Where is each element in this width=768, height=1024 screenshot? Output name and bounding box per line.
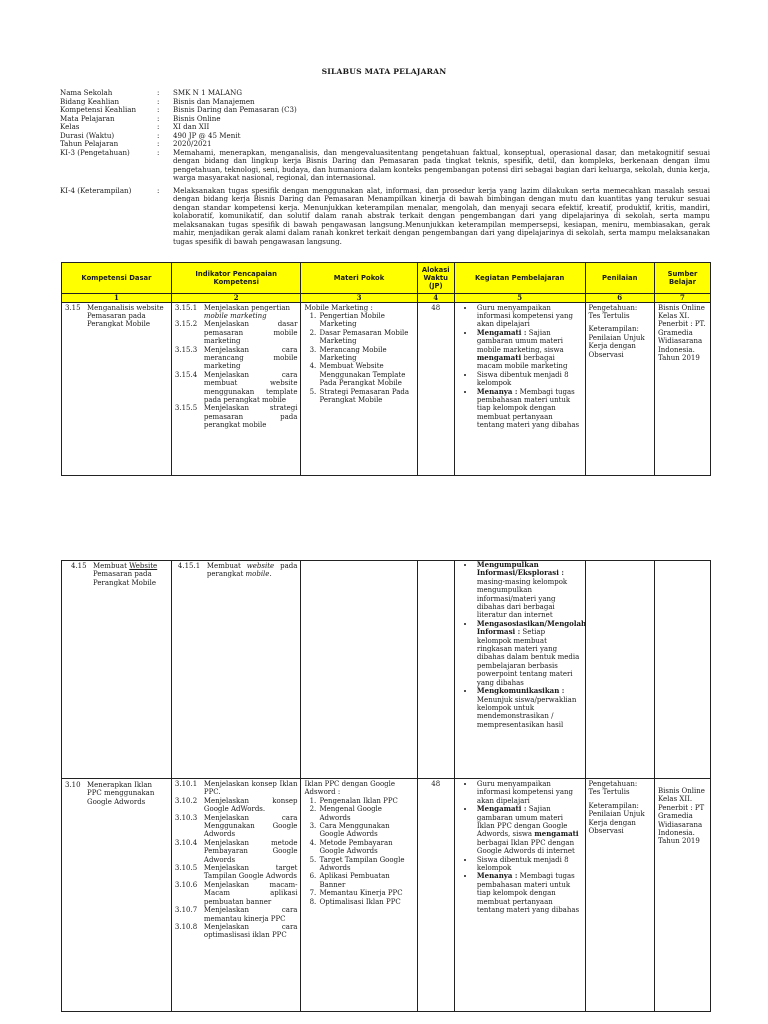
kd-text: Membuat xyxy=(93,562,130,570)
kegiatan-list xyxy=(458,560,587,729)
info-value: Bisnis Daring dan Pemasaran (C3) xyxy=(173,105,297,114)
info-row-ki3 xyxy=(60,149,710,183)
kegiatan-bold: mengamati xyxy=(534,829,579,839)
indicator-text: Menjelaskan target Tampilan Google Adwords xyxy=(203,864,298,881)
kegiatan-list xyxy=(458,780,582,915)
kegiatan-bold: mengamati xyxy=(476,352,522,362)
info-value: Bisnis Online xyxy=(173,113,221,123)
indicator-italic-text: website xyxy=(246,562,275,570)
materi-cell xyxy=(301,561,417,779)
info-sep: : xyxy=(157,130,160,140)
kegiatan-text: Membagi tugas pembahasan materi untuk tiap kelompok dengan membuat pertanyaan tentang materi yang dibahas xyxy=(476,872,580,915)
kegiatan-item xyxy=(475,805,582,855)
kegiatan-item xyxy=(475,618,587,687)
header-kompetensi-dasar: Kompetensi Dasar xyxy=(62,263,172,294)
indicator-item xyxy=(175,304,298,321)
indicator-item xyxy=(175,562,298,579)
indicator-text: Menjelaskan konsep Google AdWords. xyxy=(203,796,298,814)
info-key: KI-3 (Pengetahuan) xyxy=(60,147,130,157)
penilaian-cell xyxy=(585,302,654,476)
kd-cell xyxy=(62,561,172,779)
penilaian-value: Penilaian Unjuk Kerja dengan Observasi xyxy=(588,333,645,359)
column-number: 7 xyxy=(654,294,710,303)
kegiatan-text: Siswa dibentuk menjadi 8 kelompok xyxy=(476,855,569,873)
materi-item: 5. Strategi Pemasaran Pada Perangkat Mobile xyxy=(318,388,413,405)
kegiatan-item xyxy=(475,561,582,620)
column-number: 3 xyxy=(301,294,417,303)
materi-item: 8. Optimalisasi Iklan PPC xyxy=(318,898,413,906)
penilaian-label: Keterampilan: xyxy=(588,801,639,810)
kegiatan-item xyxy=(475,856,582,873)
kd-text-underlined: Website xyxy=(129,562,158,570)
kegiatan-cell xyxy=(454,779,585,1012)
materi-item: 3. Merancang Mobile Marketing xyxy=(318,346,413,363)
indicator-item xyxy=(175,346,298,371)
penilaian-value: Tes Tertulis xyxy=(588,311,630,320)
indicator-number: 3.10.7 xyxy=(174,906,198,915)
indicator-number: 3.15.5 xyxy=(174,404,198,413)
indicator-item xyxy=(175,404,298,429)
indicator-item xyxy=(175,864,298,881)
info-sep: : xyxy=(157,185,160,195)
kd-cell xyxy=(62,302,172,476)
kegiatan-text: Sajian gambaran umum materi mobile marketing, siswa xyxy=(476,328,564,354)
indicator-text: Menjelaskan pengertian xyxy=(203,303,291,312)
kegiatan-item xyxy=(475,329,582,371)
indicator-text: pada perangkat xyxy=(206,562,298,579)
info-key: KI-4 (Keterampilan) xyxy=(60,185,132,195)
penilaian-value: Tes Tertulis xyxy=(588,788,630,797)
penilaian-label: Pengetahuan: xyxy=(588,780,638,788)
kegiatan-bold: Menanya : xyxy=(476,386,518,396)
indicator-text: Menjelaskan dasar pemasaran mobile marketing xyxy=(203,320,298,346)
indicator-text: Menjelaskan cara membuat website menggunakan template pada perangkat mobile xyxy=(203,370,298,404)
indicator-item xyxy=(175,797,298,814)
indikator-cell xyxy=(171,779,301,1012)
materi-item: 3. Cara Menggunakan Google Adwords xyxy=(318,822,413,839)
info-sep: : xyxy=(157,105,160,114)
kegiatan-bold: Mengumpulkan Informasi/Eksplorasi : xyxy=(476,560,564,578)
indicator-item xyxy=(175,881,298,906)
kegiatan-text: Guru menyampaikan informasi kompetensi yang akan dipelajari xyxy=(476,303,574,329)
indicator-item xyxy=(175,839,298,864)
kegiatan-text: Membagi tugas pembahasan materi untuk tiap kelompok dengan membuat pertanyaan tentang materi yang dibahas xyxy=(476,387,580,430)
indicator-number: 3.10.1 xyxy=(174,780,198,788)
syllabus-table-page2 xyxy=(61,560,711,1012)
sumber-cell xyxy=(654,779,710,1012)
penilaian-cell xyxy=(585,779,654,1012)
info-key: Kelas xyxy=(60,122,80,131)
indicator-text: Menjelaskan cara optimaslisasi iklan PPC xyxy=(203,922,298,940)
table-row xyxy=(62,302,711,476)
column-number: 6 xyxy=(585,294,654,303)
penilaian-label: Keterampilan: xyxy=(588,325,639,334)
header-indikator: Indikator Pencapaian Kompetensi xyxy=(171,263,301,294)
indicator-item xyxy=(175,923,298,940)
indicator-number: 3.15.4 xyxy=(174,370,198,379)
indicator-number: 4.15.1 xyxy=(177,562,201,570)
indicator-number: 3.15.1 xyxy=(174,303,198,312)
kegiatan-text: Setiap kelompok membuat ringkasan materi yang dibahas dalam bentuk media pembelajaran berbasis powerpoint tentang materi yang dibahas xyxy=(476,628,580,687)
kegiatan-item xyxy=(475,371,582,388)
column-number: 2 xyxy=(171,294,301,303)
info-key: Durasi (Waktu) xyxy=(60,130,115,140)
column-number: 1 xyxy=(62,294,172,303)
materi-item: 4. Metode Pembayaran Google Adwords xyxy=(318,839,413,856)
info-value: Melaksanakan tugas spesifik dengan menggunakan alat, informasi, dan prosedur kerja yang lazim dilakukan serta memecahkan masalah sesuai dengan bidang kerja Bisnis Daring dan Pemasaran Menampilkan kinerja di bawah bimbingan dengan mutu dan kuantitas yang terukur sesuai dengan standar kompetensi kerja. Menunjukkan keterampilan menalar, mengolah, dan menyaji secara efektif, kreatif, produktif, kritis, mandiri, kolaboratif, komunikatif, dan solutif dalam ranah abstrak terkait dengan pengembangan dari yang dipelajarinya di sekolah, serta mampu melaksanakan tugas spesifik di bawah pengawasan langsung.Menunjukkan keterampilan mempersepsi, kesiapan, meniru, membiasakan, gerak mahir, menjadikan gerak alami dalam ranah konkret terkait dengan pengembangan dari yang dipelajarinya di sekolah, serta mampu melaksanakan tugas spesifik di bawah pengawasan langsung. xyxy=(173,185,710,246)
kegiatan-item xyxy=(475,687,582,729)
indicator-item xyxy=(175,320,298,345)
header-penilaian: Penilaian xyxy=(585,263,654,294)
info-value: Memahami, menerapkan, menganalisis, dan mengevaluasitentang pengetahuan faktual, konseptual, operasional dasar, dan metakognitif sesuai dengan bidang dan lingkup kerja Bisnis Daring dan Pemasaran pada tingkat teknis, spesifik, detil, dan kompleks, berkenaan dengan ilmu pengetahuan, teknologi, seni, budaya, dan humaniora dalam konteks pengembangan potensi diri sebagai bagian dari keluarga, sekolah, dunia kerja, warga masyarakat nasional, regional, dan internasional. xyxy=(173,147,710,182)
sumber-text: Bisnis Online Kelas XII. Penerbit : PT Gramedia Widiasarana Indonesia. Tahun 2019 xyxy=(657,787,705,846)
info-sep: : xyxy=(157,96,160,106)
indicator-number: 3.10.4 xyxy=(174,838,198,847)
kegiatan-item xyxy=(475,872,582,914)
sumber-cell: Bisnis Online Kelas XI. Penerbit : PT. Gramedia Widiasarana Indonesia. Tahun 2019 xyxy=(654,302,710,476)
materi-list xyxy=(304,797,413,906)
info-sep: : xyxy=(157,122,160,131)
materi-list xyxy=(304,312,413,404)
info-sep: : xyxy=(157,147,160,157)
materi-item: 5. Target Tampilan Google Adwords xyxy=(318,856,413,873)
materi-title: Mobile Marketing : xyxy=(304,303,373,312)
indicator-text: Menjelaskan cara memantau kinerja PPC xyxy=(203,906,298,923)
indicator-item xyxy=(175,371,298,405)
sumber-cell xyxy=(654,561,710,779)
materi-item: 2. Dasar Pemasaran Mobile Marketing xyxy=(318,329,413,346)
info-key: Mata Pelajaran xyxy=(60,113,115,123)
materi-item: 1. Pengenalan Iklan PPC xyxy=(318,797,413,805)
syllabus-info xyxy=(60,89,710,246)
kegiatan-text: masing-masing kelompok mengumpulkan informasi/materi yang dibahas dari berbagai literatur dan internet xyxy=(476,577,568,620)
info-sep: : xyxy=(157,88,160,97)
indicator-text: . xyxy=(269,570,272,579)
syllabus-table-page1 xyxy=(61,262,711,476)
indicator-italic-text: mobile xyxy=(245,570,270,579)
header-sumber-belajar: Sumber Belajar xyxy=(654,263,710,294)
indicator-item xyxy=(175,780,298,797)
kd-text: Menerapkan Iklan PPC menggunakan Google Adwords xyxy=(87,781,155,806)
kd-text: Pemasaran pada Perangkat Mobile xyxy=(93,570,156,587)
kegiatan-bold: Menanya : xyxy=(476,871,518,881)
kegiatan-list xyxy=(458,304,582,430)
kegiatan-bold: Mengamati : xyxy=(476,804,527,814)
kegiatan-item xyxy=(475,304,582,329)
info-key: Tahun Pelajaran xyxy=(60,139,119,148)
info-value: 2020/2021 xyxy=(173,139,212,148)
kegiatan-cell xyxy=(454,302,585,476)
kegiatan-cell xyxy=(454,561,585,779)
materi-item: 6. Aplikasi Pembuatan Banner xyxy=(318,872,413,889)
indicator-text: Menjelaskan metode Pembayaran Google Adwords xyxy=(203,838,298,864)
column-number: 5 xyxy=(454,294,585,303)
materi-item: 1. Pengertian Mobile Marketing xyxy=(318,312,413,329)
indicator-number: 3.15.3 xyxy=(174,345,198,354)
materi-cell xyxy=(301,779,417,1012)
info-value: XI dan XII xyxy=(173,122,210,131)
header-kegiatan: Kegiatan Pembelajaran xyxy=(454,263,585,294)
kegiatan-text: berbagai Iklan PPC dengan Google Adwords di internet xyxy=(476,838,575,856)
alokasi-cell: 48 xyxy=(417,779,454,1012)
indikator-cell xyxy=(171,302,301,476)
materi-title: Iklan PPC dengan Google Adsword : xyxy=(304,780,396,797)
column-number-row xyxy=(62,294,711,303)
indicator-italic-text: mobile marketing xyxy=(203,311,267,320)
info-value: SMK N 1 MALANG xyxy=(173,88,243,97)
indicator-number: 3.10.3 xyxy=(174,813,198,822)
kegiatan-text: Menunjuk siswa/perwaklian kelompok untuk mendemonstrasikan / mempresentasikan hasil xyxy=(476,695,577,729)
indicator-number: 3.10.6 xyxy=(174,880,198,889)
kegiatan-text: Guru menyampaikan informasi kompetensi yang akan dipelajari xyxy=(476,780,574,805)
materi-item: 7. Memantau Kinerja PPC xyxy=(318,889,413,897)
info-value: 490 JP @ 45 Menit xyxy=(173,130,241,140)
kegiatan-text: berbagai macam mobile marketing xyxy=(476,353,568,371)
indicator-text: Membuat xyxy=(206,562,247,570)
kegiatan-text: Siswa dibentuk menjadi 8 kelompok xyxy=(476,370,569,388)
indicator-number: 3.10.2 xyxy=(174,796,198,805)
info-row-ki4 xyxy=(60,187,710,247)
kegiatan-text: Sajian gambaran umum materi Iklan PPC dengan Google Adwords, siswa xyxy=(476,805,568,839)
materi-cell xyxy=(301,302,417,476)
header-materi-pokok: Materi Pokok xyxy=(301,263,417,294)
kd-number: 4.15 xyxy=(71,562,87,570)
info-key: Kompetensi Keahlian xyxy=(60,105,137,114)
kegiatan-bold: Mengkomunikasikan : xyxy=(476,686,565,696)
penilaian-label: Pengetahuan: xyxy=(588,303,638,312)
info-sep: : xyxy=(157,139,160,148)
indicator-text: Menjelaskan macam-Macam aplikasi pembuatan banner xyxy=(203,880,298,906)
alokasi-cell: 48 xyxy=(417,302,454,476)
kd-cell xyxy=(62,779,172,1012)
kegiatan-item xyxy=(475,388,582,430)
kegiatan-bold: Mengasosiasikan/Mengolah Informasi : xyxy=(476,618,587,637)
kd-number: 3.10 xyxy=(65,781,81,789)
info-sep: : xyxy=(157,113,160,123)
materi-item: 4. Membuat Website Menggunakan Template Pada Perangkat Mobile xyxy=(318,362,413,387)
indicator-text: Menjelaskan cara merancang mobile marketing xyxy=(203,345,298,371)
column-number: 4 xyxy=(417,294,454,303)
indicator-text: Menjelaskan konsep Iklan PPC. xyxy=(203,780,298,797)
indicator-text: Menjelaskan cara Menggunakan Google Adwords xyxy=(203,813,298,839)
info-key: Bidang Keahlian xyxy=(60,96,120,106)
alokasi-cell xyxy=(417,561,454,779)
header-alokasi-waktu: Alokasi Waktu (JP) xyxy=(417,263,454,294)
indicator-text: Menjelaskan strategi pemasaran pada perangkat mobile xyxy=(203,404,298,430)
document-title: SILABUS MATA PELAJARAN xyxy=(321,67,447,76)
materi-item: 2. Mengenal Google Adwords xyxy=(318,805,413,822)
indicator-number: 3.10.5 xyxy=(174,864,198,873)
indicator-item xyxy=(175,906,298,923)
indicator-number: 3.15.2 xyxy=(174,320,198,329)
indikator-cell xyxy=(171,561,301,779)
indicator-number: 3.10.8 xyxy=(174,922,198,931)
kd-number: 3.15 xyxy=(65,303,81,312)
info-value: Bisnis dan Manajemen xyxy=(173,96,255,106)
info-key: Nama Sekolah xyxy=(60,88,113,97)
table-row xyxy=(62,779,711,1012)
table-row xyxy=(62,561,711,779)
indicator-item xyxy=(175,814,298,839)
penilaian-cell xyxy=(585,561,654,779)
penilaian-value: Penilaian Unjuk Kerja dengan Observasi xyxy=(588,810,645,836)
kd-text: Menganalisis website Pemasaran pada Perangkat Mobile xyxy=(87,303,164,329)
kegiatan-item xyxy=(475,780,582,805)
kegiatan-bold: Mengamati : xyxy=(476,327,527,337)
table-header-row xyxy=(62,263,711,294)
